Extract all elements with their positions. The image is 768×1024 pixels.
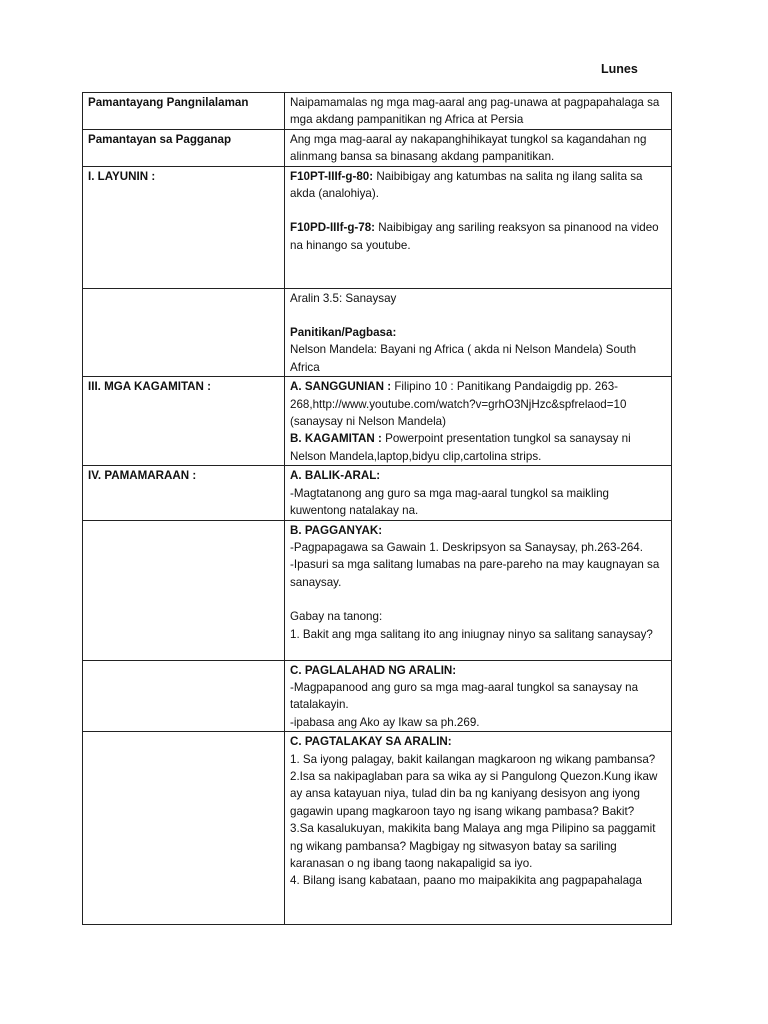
competency-code: F10PD-IIIf-g-78: <box>290 221 376 235</box>
review-text: -Magtatanong ang guro sa mga mag-aaral tungkol sa maikling kuwentong natalakay na. <box>290 486 610 518</box>
discussion-question: 4. Bilang isang kabataan, paano mo maipakikita ang pagpapahalaga <box>290 874 642 888</box>
materials-cell <box>285 377 672 466</box>
row-label: Pamantayang Pangnilalaman <box>83 93 285 130</box>
row-label: Pamantayan sa Pagganap <box>83 129 285 166</box>
lesson-title: Aralin 3.5: Sanaysay <box>290 291 397 305</box>
discussion-heading: C. PAGTALAKAY SA ARALIN: <box>290 735 452 749</box>
materials-item <box>290 430 666 465</box>
content-standard-text: Naipamamalas ng mga mag-aaral ang pag-unawa at pagpapahalaga sa mga akdang pampanitikan ng Africa at Persia <box>285 93 672 130</box>
references-item <box>290 378 666 430</box>
review-heading: A. BALIK-ARAL: <box>290 469 381 483</box>
literature-heading: Panitikan/Pagbasa: <box>290 326 397 340</box>
discussion-cell <box>285 732 672 925</box>
day-label: Lunes <box>601 62 638 76</box>
table-row <box>83 520 672 660</box>
literature-text: Nelson Mandela: Bayani ng Africa ( akda ni Nelson Mandela) South Africa <box>290 343 637 374</box>
presentation-heading: C. PAGLALAHAD NG ARALIN: <box>290 663 457 677</box>
row-label: III. MGA KAGAMITAN : <box>83 377 285 466</box>
discussion-question: 1. Sa iyong palagay, bakit kailangan magkaroon ng wikang pambansa? <box>290 752 656 766</box>
presentation-cell <box>285 660 672 732</box>
objective-text: Naibibigay ang sariling reaksyon sa pinanood na video na hinango sa youtube. <box>290 221 659 252</box>
table-row <box>83 732 672 925</box>
subject-matter-cell <box>285 288 672 377</box>
table-row <box>83 377 672 466</box>
presentation-line: -Magpapanood ang guro sa mga mag-aaral tungkol sa sanaysay na tatalakayin. <box>290 680 639 712</box>
table-row <box>83 660 672 732</box>
row-label <box>83 288 285 377</box>
table-row <box>83 129 672 166</box>
row-label <box>83 732 285 925</box>
guide-questions-heading: Gabay na tanong: <box>290 610 383 624</box>
objectives-cell <box>285 166 672 288</box>
motivation-heading: B. PAGGANYAK: <box>290 523 383 537</box>
motivation-cell <box>285 520 672 660</box>
table-row <box>83 288 672 377</box>
review-cell <box>285 466 672 520</box>
guide-question: 1. Bakit ang mga salitang ito ang iniugnay ninyo sa salitang sanaysay? <box>290 627 653 641</box>
materials-text: Powerpoint presentation tungkol sa sanaysay ni Nelson Mandela,laptop,bidyu clip,cartolina strips. <box>290 432 631 463</box>
motivation-line: -Ipasuri sa mga salitang lumabas na pare-pareho na may kaugnayan sa sanaysay. <box>290 558 660 589</box>
row-label <box>83 660 285 732</box>
lesson-plan-table <box>82 92 672 925</box>
table-row <box>83 166 672 288</box>
competency-code: F10PT-IIIf-g-80: <box>290 169 374 183</box>
performance-standard-text: Ang mga mag-aaral ay nakapanghihikayat tungkol sa kagandahan ng alinmang bansa sa binasang akdang pampanitikan. <box>285 129 672 166</box>
objective-text: Naibibigay ang katumbas na salita ng ilang salita sa akda (analohiya). <box>290 169 643 201</box>
materials-heading: B. KAGAMITAN : <box>290 432 382 446</box>
objective-item <box>290 219 666 254</box>
discussion-question: 3.Sa kasalukuyan, makikita bang Malaya ang mga Pilipino sa paggamit ng wikang pambansa? Magbigay ng sitwasyon batay sa sariling karanasan o ng ibang taong nakapaligid sa iyo. <box>290 822 656 870</box>
row-label: IV. PAMAMARAAN : <box>83 466 285 520</box>
table-row <box>83 93 672 130</box>
objective-item <box>290 168 666 203</box>
references-heading: A. SANGGUNIAN : <box>290 380 392 394</box>
motivation-line: -Pagpapagawa sa Gawain 1. Deskripsyon sa Sanaysay, ph.263-264. <box>290 540 643 554</box>
row-label <box>83 520 285 660</box>
row-label: I. LAYUNIN : <box>83 166 285 288</box>
discussion-question: 2.Isa sa nakipaglaban para sa wika ay si Pangulong Quezon.Kung ikaw ay ansa katayuan niya, tulad din ba ng kaniyang desisyon ang iyong gagawin upang magkaroon tayo ng isang wikang pambasa? Bakit? <box>290 769 658 818</box>
table-row <box>83 466 672 520</box>
references-text: Filipino 10 : Panitikang Pandaigdig pp. 263-268,http://www.youtube.com/watch?v=grhO3NjHzc&spfrelaod=10 (sanaysay ni Nelson Mandela) <box>290 380 627 429</box>
presentation-line: -ipabasa ang Ako ay Ikaw sa ph.269. <box>290 715 480 729</box>
